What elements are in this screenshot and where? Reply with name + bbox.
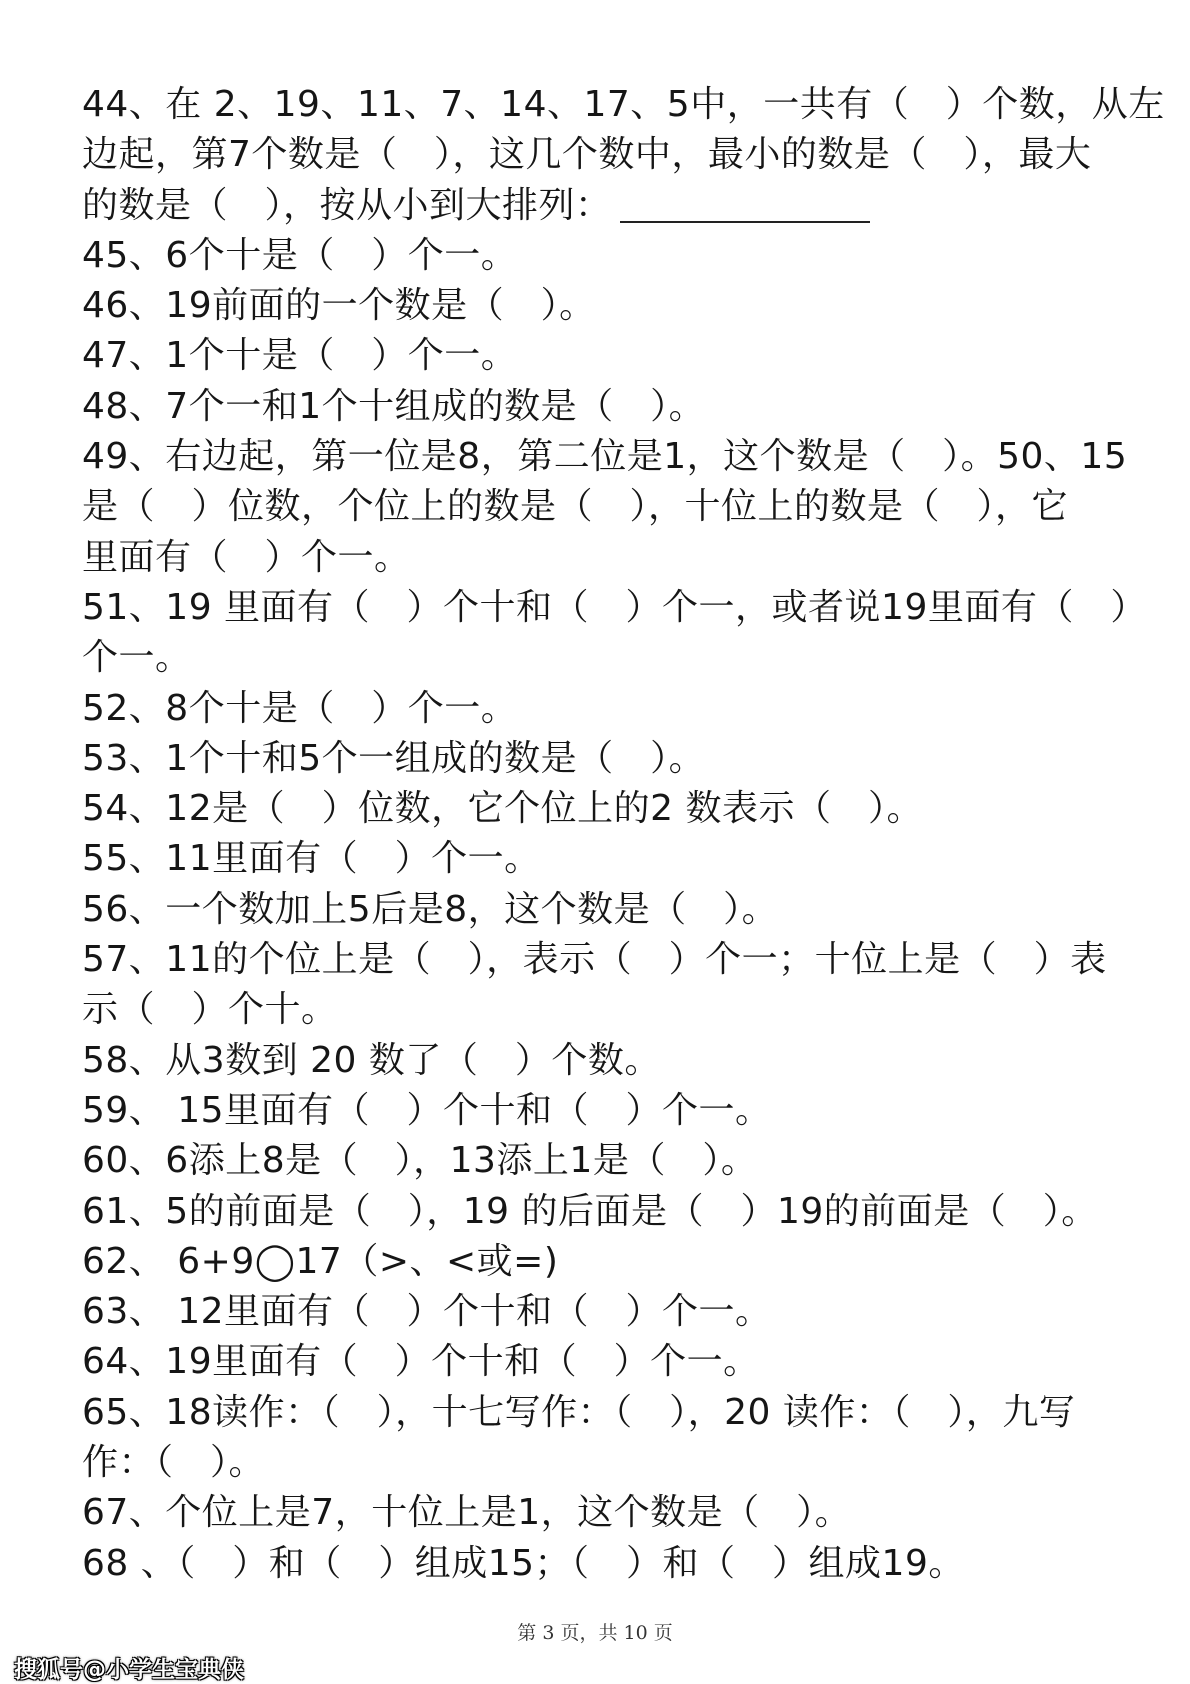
question-line: 52、8个十是（ ）个一。 [82,687,518,729]
question-line: 64、19里面有（ ）个十和（ ）个一。 [82,1341,760,1383]
question-line: 53、1个十和5个一组成的数是（ ）。 [82,737,706,779]
question-line: 65、18读作：（ ），十七写作：（ ），20 读作：（ ），九写 [82,1391,1076,1433]
question-line [82,181,1122,231]
question-line: 54、12是（ ）位数，它个位上的2 数表示（ ）。 [82,788,923,830]
question-line: 48、7个一和1个十组成的数是（ ）。 [82,385,706,427]
question-line: 46、19前面的一个数是（ ）。 [82,285,596,327]
question-line: 67、个位上是7，十位上是1，这个数是（ ）。 [82,1492,852,1534]
question-line: 是（ ）位数，个位上的数是（ ），十位上的数是（ ），它 [82,486,1069,528]
question-line: 57、11的个位上是（ ），表示（ ）个一；十位上是（ ）表 [82,939,1107,981]
question-line: 44、在 2、19、11、7、14、17、5中，一共有（ ）个数，从左 [82,84,1165,125]
question-line: 49、右边起，第一位是8，第二位是1，这个数是（ ）。50、15 [82,436,1128,478]
question-line: 61、5的前面是（ ），19 的后面是（ ）19的前面是（ ）。 [82,1190,1098,1232]
question-line: 60、6添上8是（ ），13添上1是（ ）。 [82,1140,758,1182]
question-line: 68 、（ ）和（ ）组成15；（ ）和（ ）组成19。 [82,1542,965,1584]
question-line-text: 的数是（ ），按从小到大排列： [82,184,612,226]
question-line: 58、从3数到 20 数了（ ）个数。 [82,1039,661,1081]
watermark: 搜狐号@小学生宝典侠 [14,1657,244,1683]
question-line: 63、 12里面有（ ）个十和（ ）个一。 [82,1291,772,1333]
question-line: 作：（ ）。 [82,1442,266,1484]
question-line: 个一。 [82,637,192,679]
question-line: 47、1个十是（ ）个一。 [82,335,518,377]
question-line: 59、 15里面有（ ）个十和（ ）个一。 [82,1089,772,1131]
question-line: 55、11里面有（ ）个一。 [82,838,541,880]
question-line: 45、6个十是（ ）个一。 [82,234,518,276]
question-line: 示（ ）个十。 [82,989,338,1031]
question-line: 62、 6+9◯17（>、<或=) [82,1240,559,1282]
question-line: 51、19 里面有（ ）个十和（ ）个一，或者说19里面有（ ） [82,586,1147,628]
question-line: 里面有（ ）个一。 [82,536,411,578]
question-line: 56、一个数加上5后是8，这个数是（ ）。 [82,888,779,930]
answer-blank-line [620,221,870,223]
page-footer: 第 3 页，共 10 页 [517,1622,673,1644]
question-list [82,80,1165,1589]
question-line: 边起，第7个数是（ ），这几个数中，最小的数是（ ），最大 [82,134,1092,176]
